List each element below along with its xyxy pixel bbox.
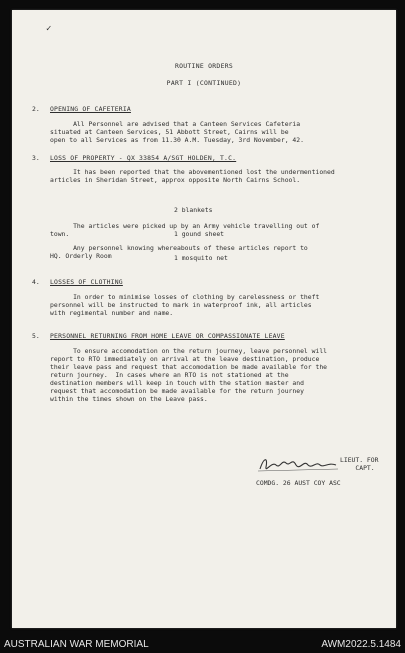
- footer-bar: [0, 636, 405, 653]
- footer-source: AUSTRALIAN WAR MEMORIAL: [4, 639, 149, 650]
- list-item: 2 blankets: [174, 206, 213, 214]
- signature-title: LIEUT. FOR CAPT.: [340, 456, 379, 472]
- section-heading: OPENING OF CAFETERIA: [50, 105, 131, 113]
- section-heading: PERSONNEL RETURNING FROM HOME LEAVE OR COMPASSIONATE LEAVE: [50, 332, 285, 340]
- commander-line: COMDG. 26 AUST COY ASC: [256, 479, 341, 487]
- section-number: 3.: [32, 154, 40, 162]
- tick-mark: ✓: [46, 24, 52, 34]
- section-paragraph: To ensure accomodation on the return journey, leave personnel will report to RTO immediately on arrival at the leave destination, produce their leave pass and request that accomodation be made available for the return journey. In cases where an RTO is not stationed at the destination members will keep in touch with the station master and request that accomodation be made available for the return journey within the times shown on the Leave pass.: [50, 347, 328, 403]
- section-paragraph: In order to minimise losses of clothing by carelessness or theft personnel will be instructed to mark in waterproof ink, all articles with regimental number and name.: [50, 293, 320, 317]
- section-paragraph: Any personnel knowing whereabouts of these articles report to HQ. Orderly Room: [50, 244, 308, 260]
- section-number: 2.: [32, 105, 40, 113]
- document-title: ROUTINE ORDERS: [174, 62, 234, 70]
- section-heading: LOSS OF PROPERTY - QX 33854 A/SGT HOLDEN, T.C.: [50, 154, 237, 162]
- section-heading: LOSSES OF CLOTHING: [50, 278, 123, 286]
- handwritten-signature: [256, 453, 340, 475]
- footer-catalog-number: AWM2022.5.1484: [321, 639, 401, 650]
- document-subtitle: PART I (CONTINUED): [166, 79, 242, 87]
- list-item: 1 mosquito net: [174, 254, 228, 262]
- section-paragraph: It has been reported that the abovementioned lost the undermentioned articles in Sheridan Street, approx opposite North Cairns School.: [50, 168, 335, 184]
- section-number: 5.: [32, 332, 40, 340]
- section-number: 4.: [32, 278, 40, 286]
- section-paragraph: All Personnel are advised that a Canteen Services Cafeteria situated at Canteen Services, 51 Abbott Street, Cairns will be open to all Services as from 11.30 A.M. Tuesday, 3rd November, 42.: [50, 120, 304, 144]
- document-page: [12, 10, 396, 628]
- section-paragraph: The articles were picked up by an Army vehicle travelling out of town.: [50, 222, 320, 238]
- list-item: 1 gound sheet: [174, 230, 225, 238]
